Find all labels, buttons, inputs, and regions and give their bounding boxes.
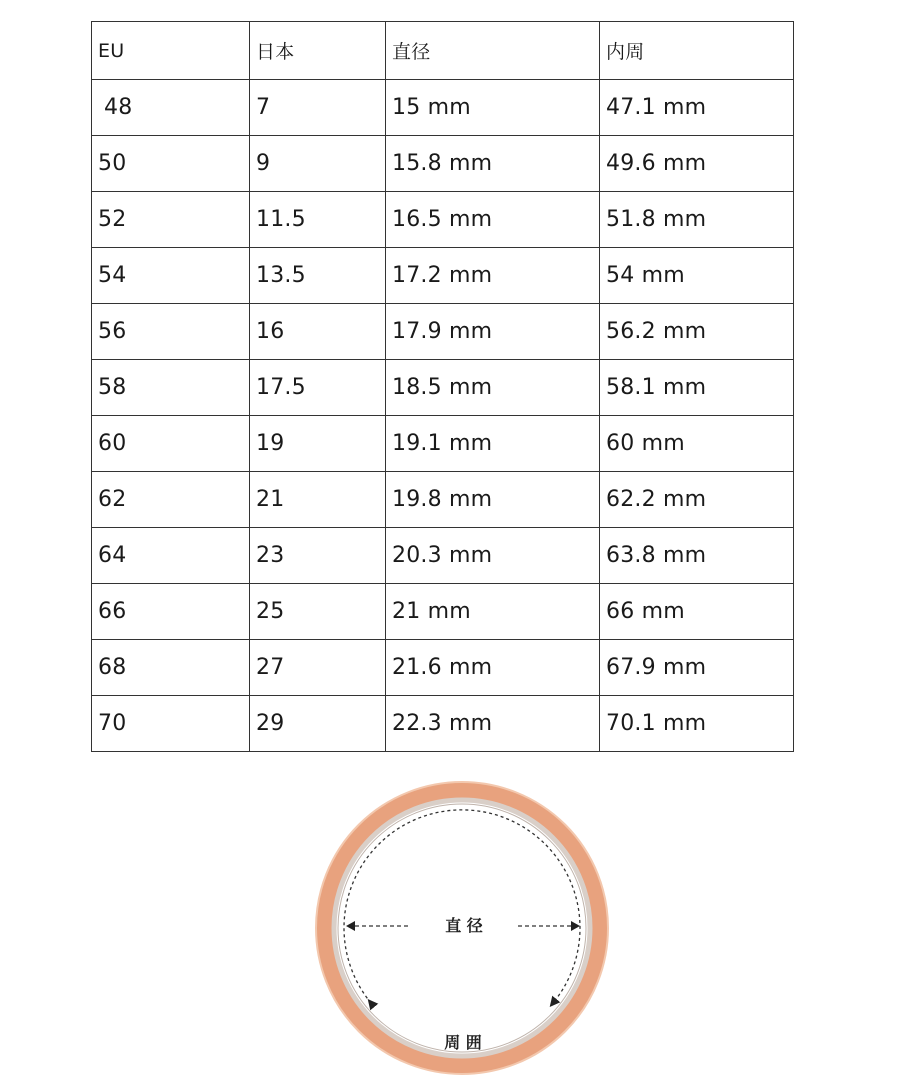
table-row xyxy=(92,304,794,360)
japan-size-cell: 21 xyxy=(250,472,386,528)
inner-circumference-cell: 70.1 mm xyxy=(600,696,794,752)
diameter-label: 直 径 xyxy=(445,916,483,935)
inner-circumference-cell: 66 mm xyxy=(600,584,794,640)
ring-diagram xyxy=(312,778,612,1078)
header-diameter: 直径 xyxy=(386,22,600,80)
diameter-cell: 17.2 mm xyxy=(386,248,600,304)
japan-size-cell: 13.5 xyxy=(250,248,386,304)
table-row xyxy=(92,80,794,136)
table-row xyxy=(92,584,794,640)
diameter-arrow-right xyxy=(571,921,580,931)
ring-diagram-svg xyxy=(312,778,612,1078)
diameter-cell: 22.3 mm xyxy=(386,696,600,752)
inner-circumference-cell: 56.2 mm xyxy=(600,304,794,360)
eu-size-cell: 70 xyxy=(92,696,250,752)
eu-size-cell: 66 xyxy=(92,584,250,640)
inner-circumference-cell: 60 mm xyxy=(600,416,794,472)
table-header-row xyxy=(92,22,794,80)
eu-size-cell: 52 xyxy=(92,192,250,248)
eu-size-cell: 62 xyxy=(92,472,250,528)
japan-size-cell: 23 xyxy=(250,528,386,584)
japan-size-cell: 16 xyxy=(250,304,386,360)
japan-size-cell: 11.5 xyxy=(250,192,386,248)
inner-circumference-cell: 67.9 mm xyxy=(600,640,794,696)
table-row xyxy=(92,416,794,472)
table-row xyxy=(92,136,794,192)
header-inner-circumference: 内周 xyxy=(600,22,794,80)
diameter-cell: 19.8 mm xyxy=(386,472,600,528)
diameter-cell: 15.8 mm xyxy=(386,136,600,192)
header-japan: 日本 xyxy=(250,22,386,80)
table-row xyxy=(92,528,794,584)
table-row xyxy=(92,248,794,304)
eu-size-cell: 68 xyxy=(92,640,250,696)
japan-size-cell: 7 xyxy=(250,80,386,136)
inner-circumference-cell: 63.8 mm xyxy=(600,528,794,584)
table-row xyxy=(92,472,794,528)
inner-circumference-cell: 51.8 mm xyxy=(600,192,794,248)
eu-size-cell: 50 xyxy=(92,136,250,192)
inner-circumference-cell: 49.6 mm xyxy=(600,136,794,192)
ring-size-table xyxy=(91,21,794,752)
eu-size-cell: 56 xyxy=(92,304,250,360)
japan-size-cell: 19 xyxy=(250,416,386,472)
diameter-cell: 18.5 mm xyxy=(386,360,600,416)
eu-size-cell: 48 xyxy=(92,80,250,136)
circumference-label: 周 囲 xyxy=(444,1033,482,1052)
diameter-cell: 15 mm xyxy=(386,80,600,136)
diameter-cell: 21.6 mm xyxy=(386,640,600,696)
inner-circumference-cell: 62.2 mm xyxy=(600,472,794,528)
diameter-cell: 16.5 mm xyxy=(386,192,600,248)
diameter-cell: 19.1 mm xyxy=(386,416,600,472)
eu-size-cell: 64 xyxy=(92,528,250,584)
header-eu: EU xyxy=(92,22,250,80)
eu-size-cell: 60 xyxy=(92,416,250,472)
inner-circumference-cell: 47.1 mm xyxy=(600,80,794,136)
diameter-cell: 21 mm xyxy=(386,584,600,640)
japan-size-cell: 29 xyxy=(250,696,386,752)
table-row xyxy=(92,696,794,752)
japan-size-cell: 9 xyxy=(250,136,386,192)
circumference-dashed-arc xyxy=(344,810,580,1003)
diameter-cell: 17.9 mm xyxy=(386,304,600,360)
inner-circumference-cell: 54 mm xyxy=(600,248,794,304)
inner-circumference-cell: 58.1 mm xyxy=(600,360,794,416)
table-row xyxy=(92,192,794,248)
japan-size-cell: 25 xyxy=(250,584,386,640)
japan-size-cell: 17.5 xyxy=(250,360,386,416)
diameter-arrow-left xyxy=(346,921,355,931)
eu-size-cell: 58 xyxy=(92,360,250,416)
table-row xyxy=(92,640,794,696)
japan-size-cell: 27 xyxy=(250,640,386,696)
eu-size-cell: 54 xyxy=(92,248,250,304)
diameter-cell: 20.3 mm xyxy=(386,528,600,584)
table-row xyxy=(92,360,794,416)
